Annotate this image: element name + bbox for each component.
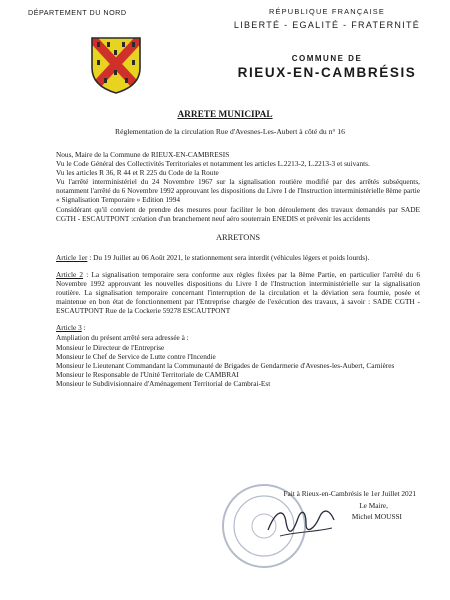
signature-block <box>276 488 416 523</box>
signature-name: Michel MOUSSI <box>351 512 402 521</box>
preamble-line: Vu le Code Général des Collectivités Territoriales et notamment les articles L.2213-2, L.2213-3 et suivants. <box>56 159 370 169</box>
article-1-label: Article 1er <box>56 252 88 262</box>
list-item: Monsieur le Directeur de l'Entreprise <box>56 342 165 352</box>
document-subtitle: Réglementation de la circulation Rue d'Avesnes-Les-Aubert à côté du n° 16 <box>115 127 345 136</box>
recipient-list <box>56 343 420 388</box>
article-1-text: : Du 19 Juillet au 06 Août 2021, le stationnement sera interdit (véhicules légers et poids lourds). <box>87 252 370 262</box>
header-right <box>222 7 432 80</box>
article-1 <box>56 253 420 262</box>
coat-of-arms-icon <box>88 34 144 96</box>
signature-title: Le Maire, <box>359 500 388 510</box>
list-item: Monsieur le Responsable de l'Unité Territoriale de CAMBRAI <box>56 369 239 379</box>
document-body <box>56 150 420 388</box>
commune-name: RIEUX-EN-CAMBRÉSIS <box>237 65 417 80</box>
signature-place-date: Fait à Rieux-en-Cambrésis le 1er Juillet 2021 <box>283 489 416 498</box>
article-2-label: Article 2 <box>56 269 84 279</box>
document-title: ARRETE MUNICIPAL <box>177 110 273 120</box>
article-2-text: : La signalisation temporaire sera conforme aux règles fixées par la 8ème Partie, en particulier l'arrêté du 6 Novembre 1992 approuvant les nouvelles dispositions du Livre I de l'Instruction interministérielle sur la signalisation routière. La signalisation temporaire concernant l'interruption de la circulation et la déviation sera fournie, posée et maintenue en bon état de fonctionnement par l'Entreprise chargée de l'exécution des travaux, à savoir : SADE CGTH - ESCAUTPONT Rue de la Cockerie 59278 ESCAUTPONT <box>56 269 421 316</box>
arretons-heading: ARRETONS <box>215 232 261 242</box>
list-item: Monsieur le Lieutenant Commandant la Communauté de Brigades de Gendarmerie d'Avesnes-les-Aubert, Carnières <box>56 360 395 370</box>
list-item: Monsieur le Subdivisionnaire d'Aménagement Territorial de Cambrai-Est <box>56 378 271 388</box>
article-3-label: Article 3 <box>56 323 82 333</box>
article-3-text: : <box>81 323 86 333</box>
preamble-line: Nous, Maire de la Commune de RIEUX-EN-CAMBRESIS <box>56 150 230 159</box>
article-2 <box>56 270 420 315</box>
list-item: Monsieur le Chef de Service de Lutte contre l'Incendie <box>56 351 216 361</box>
ampliation-line: Ampliation du présent arrêté sera adressée à : <box>56 332 189 342</box>
commune-label: COMMUNE DE <box>291 54 363 63</box>
department-label: DÉPARTEMENT DU NORD <box>28 8 127 17</box>
article-3 <box>56 323 420 332</box>
preamble-line: Vu les articles R 36, R 44 et R 225 du Code de la Route <box>56 168 219 178</box>
preamble-line: Considérant qu'il convient de prendre des mesures pour faciliter le bon déroulement des travaux demandés par SADE CGTH - ESCAUTPONT :création d'un branchement neuf aéro souterrain ENEDIS et prévenir les accidents <box>56 204 420 223</box>
republic-label: RÉPUBLIQUE FRANÇAISE <box>269 7 385 16</box>
motto: LIBERTÉ - EGALITÉ - FRATERNITÉ <box>233 20 421 30</box>
preamble-line: Vu l'arrêté interministériel du 24 Novembre 1967 sur la signalisation routière modifié par des arrêtés subséquents, notamment l'arrêté du 6 Novembre 1992 approuvant les dispositions du Livre I de l'Instruction interministérielle 8ème partie « Signalisation Temporaire » Edition 1994 <box>56 177 420 205</box>
